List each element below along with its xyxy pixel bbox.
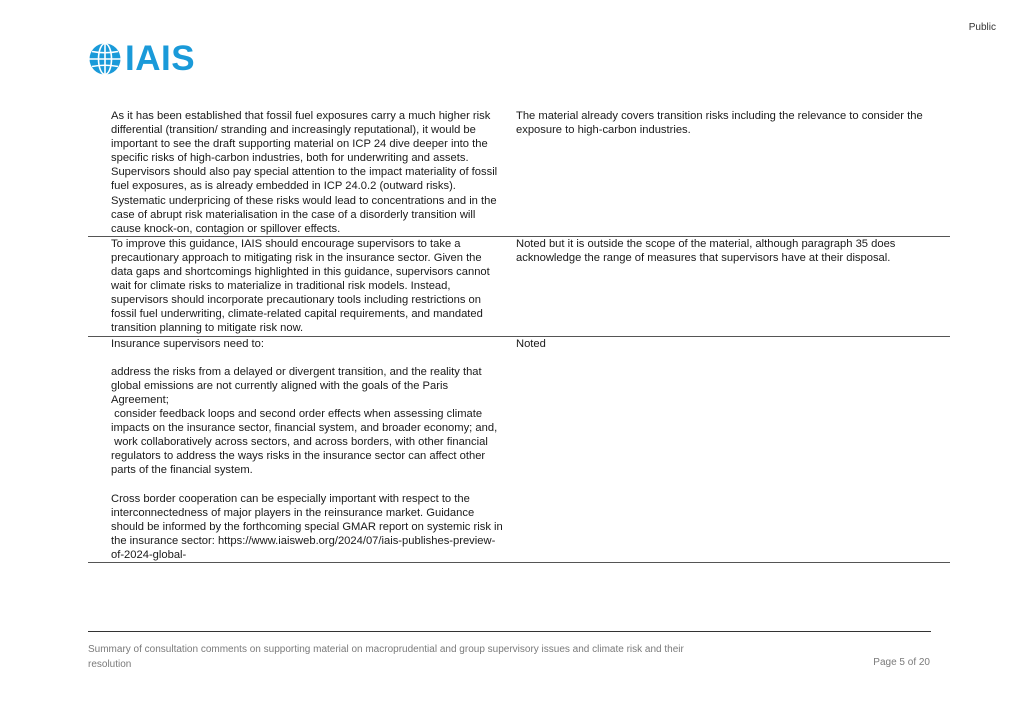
resolution-text: Noted but it is outside the scope of the material, although paragraph 35 does acknowledge the range of measures that supervisors have at their disposal. xyxy=(516,237,899,264)
comment-cell xyxy=(88,109,507,236)
table-row xyxy=(88,109,950,236)
comment-text: To improve this guidance, IAIS should encourage supervisors to take a precautionary approach to mitigating risk in the insurance sector. Given the data gaps and shortcomings highlighted in this guidance, supervisors cannot wait for climate risks to materialize in traditional risk models. Instead, supervisors should incorporate precautionary tools including restrictions on fossil fuel underwriting, climate-related capital requirements, and mandated transition planning to mitigate risk now. xyxy=(111,237,493,335)
comment-text: Insurance supervisors need to: address the risks from a delayed or divergent transition, and the reality that global emissions are not currently aligned with the goals of the Paris Agreement; consider feedback loops and second order effects when assessing climate impacts on the insurance sector, financial system, and broader economy; and, work collaboratively across sectors, and across borders, with other financial regulators to address the ways risks in the insurance sector can affect other parts of the financial system. Cross border cooperation can be especially important with respect to the interconnectedness of major players in the reinsurance market. Guidance should be informed by the forthcoming special GMAR report on systemic risk in the insurance sector: https://www.iaisweb.org/2024/07/iais-publishes-preview-of-2024-global- xyxy=(111,337,503,561)
logo-text: IAIS xyxy=(125,39,196,78)
iais-logo xyxy=(88,39,196,78)
resolution-cell xyxy=(507,336,950,563)
comments-table xyxy=(88,109,950,563)
footer-divider xyxy=(88,631,931,632)
resolution-text: The material already covers transition risks including the relevance to consider the exposure to high-carbon industries. xyxy=(516,110,926,137)
footer-description: Summary of consultation comments on supporting material on macroprudential and group supervisory issues and climate risk and their resolution xyxy=(88,644,684,670)
table-row xyxy=(88,236,950,336)
resolution-cell xyxy=(507,109,950,236)
table-row xyxy=(88,336,950,563)
classification-label: Public xyxy=(968,22,996,33)
comment-text: As it has been established that fossil fuel exposures carry a much higher risk differential (transition/ stranding and increasingly reputational), it would be important to see the draft supporting material on ICP 24 dive deeper into the specific risks of high-carbon industries, both for underwriting and assets. Supervisors should also pay special attention to the impact materiality of fossil fuel exposures, as is already embedded in ICP 24.0.2 (outward risks). Systematic underpricing of these risks would lead to concentrations and in the case of abrupt risk materialisation in the case of a disorderly transition will cause knock-on, contagion or spillover effects. xyxy=(111,110,501,235)
resolution-text: Noted xyxy=(516,337,546,350)
resolution-cell xyxy=(507,236,950,336)
globe-icon xyxy=(88,42,122,76)
comment-cell xyxy=(88,236,507,336)
page-number: Page 5 of 20 xyxy=(873,657,930,668)
comment-cell xyxy=(88,336,507,563)
